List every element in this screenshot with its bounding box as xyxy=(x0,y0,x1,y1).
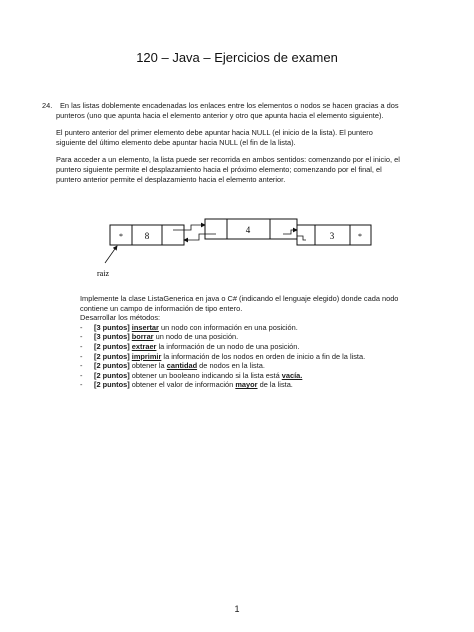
task-section xyxy=(80,294,400,390)
next-pointer-1-to-2 xyxy=(173,225,205,230)
problem-statement xyxy=(42,101,402,192)
problem-number: 24. xyxy=(42,101,53,110)
prev-pointer-3-to-2 xyxy=(297,236,306,240)
linked-list-diagram xyxy=(95,208,385,283)
next-pointer-2-to-3 xyxy=(283,230,297,234)
page-number: 1 xyxy=(234,604,240,614)
method-item-mayor: - [2 puntos] obtener el valor de información mayor de la lista. xyxy=(80,380,293,390)
node-2-value: 4 xyxy=(245,225,251,235)
method-item-cantidad: - [2 puntos] obtener la cantidad de nodos en la lista. xyxy=(80,361,265,371)
page-title: 120 – Java – Ejercicios de examen xyxy=(136,50,338,65)
method-item-extraer: - [2 puntos] extraer la información de un nodo de una posición. xyxy=(80,341,300,351)
methods-list xyxy=(80,323,400,390)
root-label: raiz xyxy=(97,269,109,278)
root-pointer xyxy=(97,246,117,278)
node-1-value: 8 xyxy=(144,231,150,241)
task-intro: Implemente la clase ListaGenerica en java o C# (indicando el lenguaje elegido) donde cada nodo contiene un campo de información de tipo entero. xyxy=(80,294,399,313)
node-3-next: * xyxy=(358,232,362,241)
method-item-insertar: - [3 puntos] insertar un nodo con información en una posición. xyxy=(80,322,298,332)
paragraph-intro: En las listas doblemente encadenadas los enlaces entre los elementos o nodos se hacen gracias a dos punteros (uno que apunta hacia el elemento anterior y otro que apunta hacia el elemento siguiente). xyxy=(56,101,399,120)
method-item-imprimir: - [2 puntos] imprimir la información de los nodos en orden de inicio a fin de la lista. xyxy=(80,351,366,361)
paragraph-traversal: Para acceder a un elemento, la lista puede ser recorrida en ambos sentidos: comenzando por el inicio, el puntero siguiente permite el desplazamiento hacia el próximo elemento; comenzando por el final, el puntero anterior permite el desplazamiento hacia el elemento anterior. xyxy=(56,155,400,184)
paragraph-null-pointers: El puntero anterior del primer elemento debe apuntar hacia NULL (el inicio de la lista). El puntero siguiente del último elemento debe apuntar hacia NULL (el fin de la lista). xyxy=(56,128,373,147)
task-methods-heading: Desarrollar los métodos: xyxy=(80,313,161,323)
node-3-value: 3 xyxy=(329,231,335,241)
method-item-borrar: - [3 puntos] borrar un nodo de una posición. xyxy=(80,332,239,342)
list-node-2 xyxy=(205,219,297,239)
list-node-1 xyxy=(110,225,184,245)
list-node-3 xyxy=(297,225,371,245)
node-1-prev: * xyxy=(119,232,123,241)
method-item-vacia: - [2 puntos] obtener un booleano indicando si la lista está vacía. xyxy=(80,370,303,380)
